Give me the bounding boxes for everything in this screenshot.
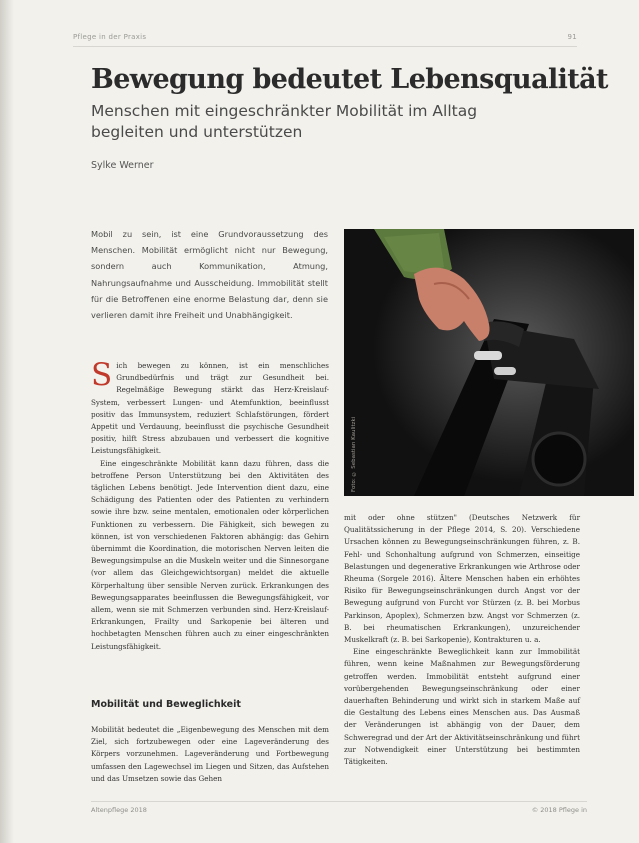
article-author: Sylke Werner	[91, 160, 154, 171]
body-column-left-top	[91, 357, 329, 653]
article-photo	[344, 229, 634, 496]
body-paragraph-4: mit oder ohne stützen" (Deutsches Netzwerk für Qualitätssicherung in der Pflege 2014, S. 20). Verschiedene Ursachen können zu Bewegungseinschränkungen führen, z. B. Fehl- und Schonhaltung aufgrund von Schmerzen, einseitige Belastungen und degenerative Erkrankungen wie Arthrose oder Rheuma (Sorgele 2016). Ältere Menschen haben ein erhöhtes Risiko für Bewegungseinschränkungen durch Angst vor der Bewegung aufgrund von Furcht vor Stürzen (z. B. bei Morbus Parkinson, Apoplex), Schmerzen bzw. Angst vor Schmerzen (z. B. bei rheumatischen Erkrankungen), unzureichender Muskelkraft (z. B. bei Sarkopenie), Kontrakturen u. a.	[344, 513, 580, 645]
footer-left-text: Altenpflege 2018	[91, 806, 147, 814]
body-paragraph-5: Eine eingeschränkte Beweglichkeit kann zur Immobilität führen, wenn keine Maßnahmen zur Bewegungsförderung getroffen werden. Immobilität entsteht aufgrund einer vorübergehenden Bewegungseinschränkung oder einer dauerhaften Behinderung und wirkt sich in starkem Maße auf die Gestaltung des Lebens eines Menschen aus. Das Ausmaß der Veränderungen ist abhängig von der Dauer, dem Schweregrad und der Art der Aktivitätseinschränkung und führt zur Notwendigkeit einer Unterstützung bei bestimmten Tätigkeiten.	[344, 647, 580, 767]
page-footer	[91, 806, 587, 818]
section-heading: Mobilität und Beweglichkeit	[91, 699, 241, 710]
header-left-text: Pflege in der Praxis	[73, 33, 147, 41]
article-subtitle: Menschen mit eingeschränkter Mobilität im Alltag begleiten und unterstützen	[91, 102, 478, 141]
drop-cap: S	[91, 357, 113, 393]
footer-right-text: © 2018 Pflege in	[531, 806, 587, 814]
body-paragraph-1-text: ich bewegen zu können, ist ein menschliches Grundbedürfnis und trägt zur Gesundheit bei. Regelmäßige Bewegung stärkt das Herz-Kreislauf-System, verbessert Lungen- und Atemfunktion, beeinflusst positiv das Immunsystem, reduziert Schlafstörungen, fördert Appetit und Verdauung, beeinflusst die psychische Gesundheit positiv, hilft Stress abzubauen und verbessert die kognitive Leistungsfähigkeit.	[91, 361, 329, 456]
article-title: Bewegung bedeutet Lebensqualität	[91, 64, 608, 95]
footer-rule	[91, 801, 587, 802]
photo-illustration	[344, 229, 634, 496]
body-column-right	[344, 512, 580, 768]
body-paragraph-1	[91, 357, 329, 458]
header-rule	[73, 46, 577, 47]
photo-credit: Foto: © Sebastian Kaulitzki	[351, 416, 357, 492]
page-header	[73, 33, 577, 45]
body-paragraph-2: Eine eingeschränkte Mobilität kann dazu führen, dass die betroffene Person Unterstützung bei den Aktivitäten des täglichen Lebens benötigt. Jede Intervention dient dazu, eine Schädigung des Patienten oder des Patienten zu verhindern sowie ihre bzw. seine mentalen, emotionalen oder körperlichen Funktionen zu verbessern. Die Fähigkeit, sich bewegen zu können, ist von verschiedenen Faktoren abhängig: das Gehirn übernimmt die Koordination, die motorischen Nerven leiten die Bewegungsimpulse an die Muskeln weiter und die Sinnesorgane (vor allem das Gleichgewichtsorgan) meldet die aktuelle Körperhaltung über sensible Nerven zurück. Erkrankungen des Bewegungsapparates beeinflussen die Bewegungsfähigkeit, vor allem, wenn sie mit Schmerzen verbunden sind. Herz-Kreislauf-Erkrankungen, Frailty und Sarkopenie bei älteren und hochbetagten Menschen führen auch zu einer eingeschränkten Leistungsfähigkeit.	[91, 458, 329, 651]
body-column-left-bottom	[91, 724, 329, 785]
page-edge-shadow	[0, 0, 14, 843]
page-number: 91	[567, 33, 577, 41]
lead-paragraph: Mobil zu sein, ist eine Grundvoraussetzung des Menschen. Mobilität ermöglicht nicht nur Bewegung, sondern auch Kommunikation, Atmung, Nahrungsaufnahme und Ausscheidung. Immobilität stellt für die Betroffenen eine enorme Belastung dar, denn sie verlieren damit ihre Freiheit und Unabhängigkeit.	[91, 229, 328, 321]
body-paragraph-3: Mobilität bedeutet die „Eigenbewegung des Menschen mit dem Ziel, sich fortzubewegen oder eine Lageveränderung des Körpers vorzunehmen. Lageveränderung und Fortbewegung umfassen den Lagewechsel im Liegen und Sitzen, das Aufstehen und das Umsetzen sowie das Gehen	[91, 725, 329, 783]
